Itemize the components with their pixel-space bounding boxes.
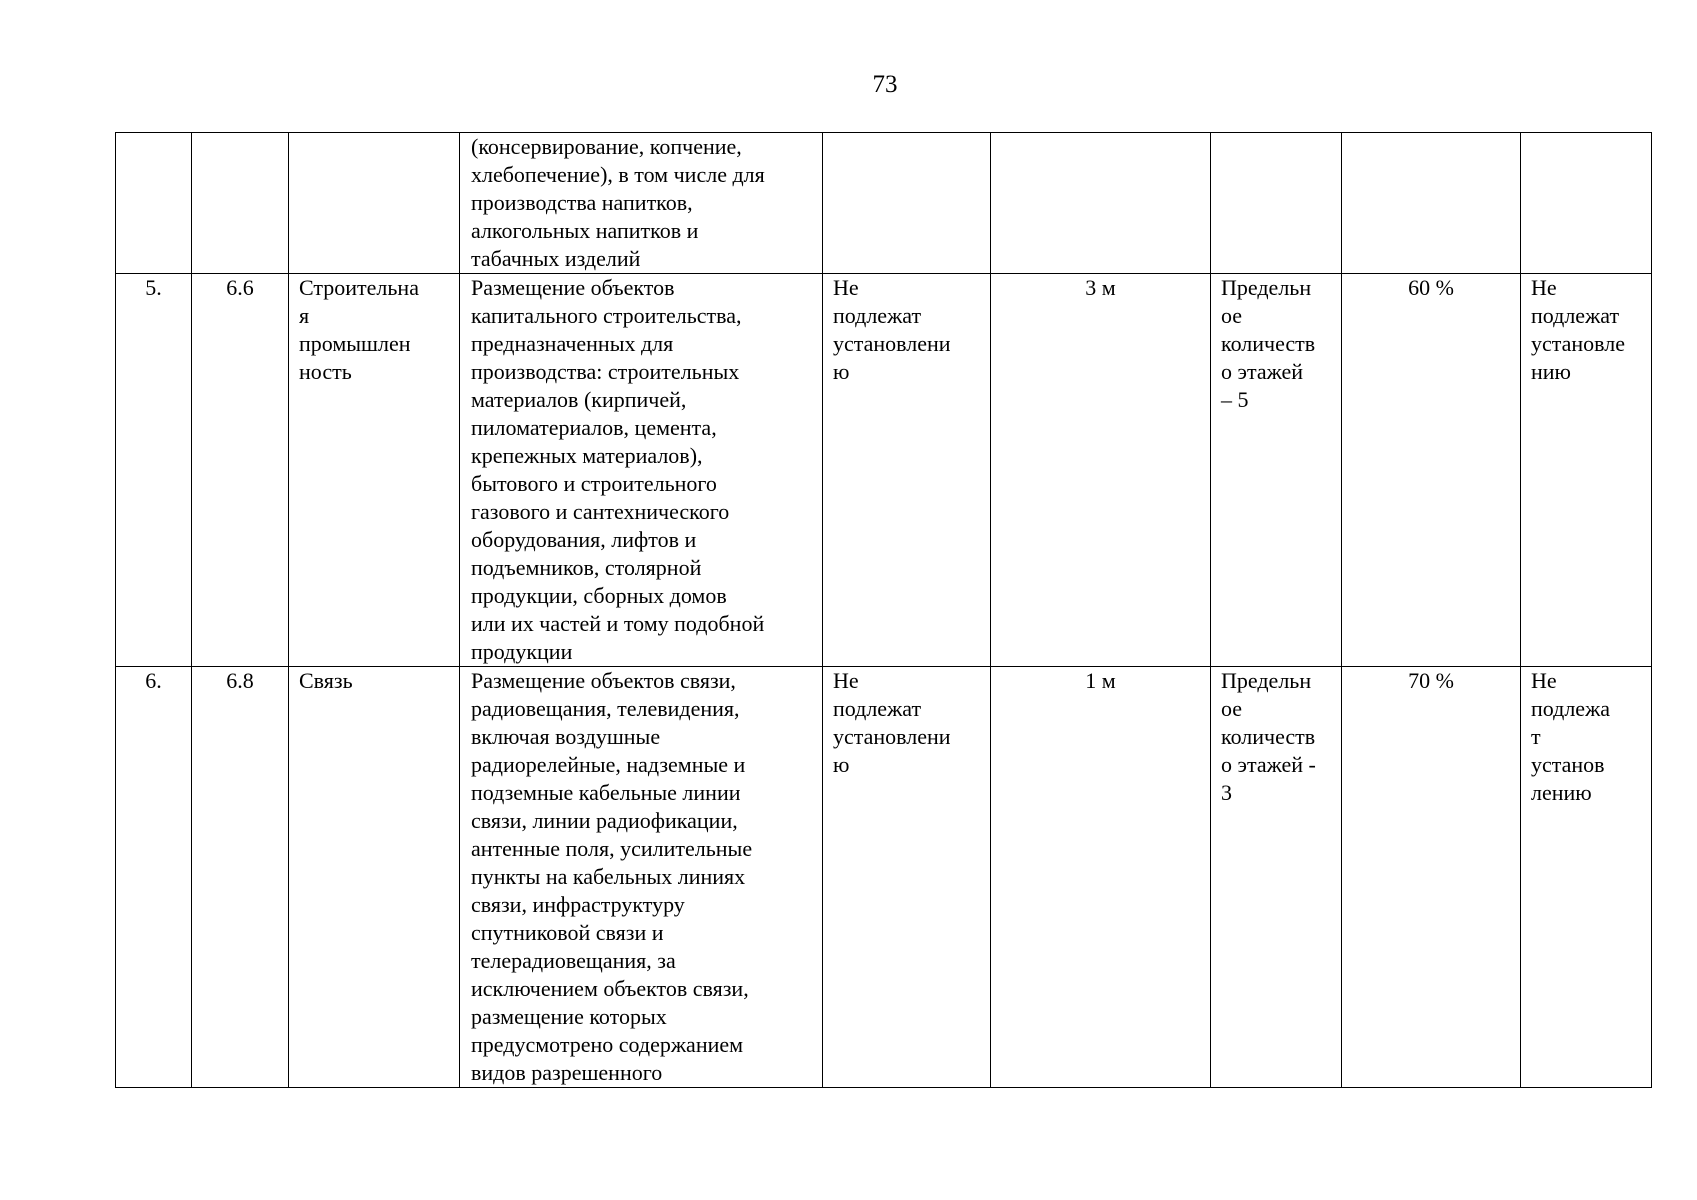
row-number-cell (116, 133, 192, 274)
parameter-cell (1521, 133, 1652, 274)
use-code-cell: 6.6 (192, 274, 289, 667)
use-description-cell: Размещение объектов капитального строительства, предназначенных для производства: строительных материалов (кирпичей, пиломатериалов, цемента, крепежных материалов), бытового и строительного газового и сантехнического оборудования, лифтов и подъемников, столярной продукции, сборных домов или их частей и тому подобной продукции (460, 274, 823, 667)
page-number: 73 (872, 71, 898, 98)
regulations-table (115, 132, 1652, 1088)
coverage-percent-cell: 70 % (1342, 667, 1521, 1088)
use-name-cell: Строительна я промышлен ность (289, 274, 460, 667)
parameter-cell: Не подлежат установлени ю (823, 274, 991, 667)
table-row (116, 133, 1652, 274)
use-name-cell: Связь (289, 667, 460, 1088)
coverage-percent-cell (1342, 133, 1521, 274)
setback-cell (991, 133, 1211, 274)
use-description-cell: Размещение объектов связи, радиовещания, телевидения, включая воздушные радиорелейные, надземные и подземные кабельные линии связи, линии радиофикации, антенные поля, усилительные пункты на кабельных линиях связи, инфраструктуру спутниковой связи и телерадиовещания, за исключением объектов связи, размещение которых предусмотрено содержанием видов разрешенного (460, 667, 823, 1088)
table-row (116, 274, 1652, 667)
parameter-cell: Не подлежат установле нию (1521, 274, 1652, 667)
floors-limit-cell (1211, 133, 1342, 274)
use-code-cell (192, 133, 289, 274)
table-row (116, 667, 1652, 1088)
setback-cell: 1 м (991, 667, 1211, 1088)
use-name-cell (289, 133, 460, 274)
use-description-cell: (консервирование, копчение, хлебопечение), в том числе для производства напитков, алкогольных напитков и табачных изделий (460, 133, 823, 274)
coverage-percent-cell: 60 % (1342, 274, 1521, 667)
use-code-cell: 6.8 (192, 667, 289, 1088)
row-number-cell: 6. (116, 667, 192, 1088)
parameter-cell: Не подлежат установлени ю (823, 667, 991, 1088)
floors-limit-cell: Предельн ое количеств о этажей – 5 (1211, 274, 1342, 667)
parameter-cell: Не подлежа т установ лению (1521, 667, 1652, 1088)
row-number-cell: 5. (116, 274, 192, 667)
setback-cell: 3 м (991, 274, 1211, 667)
parameter-cell (823, 133, 991, 274)
floors-limit-cell: Предельн ое количеств о этажей - 3 (1211, 667, 1342, 1088)
